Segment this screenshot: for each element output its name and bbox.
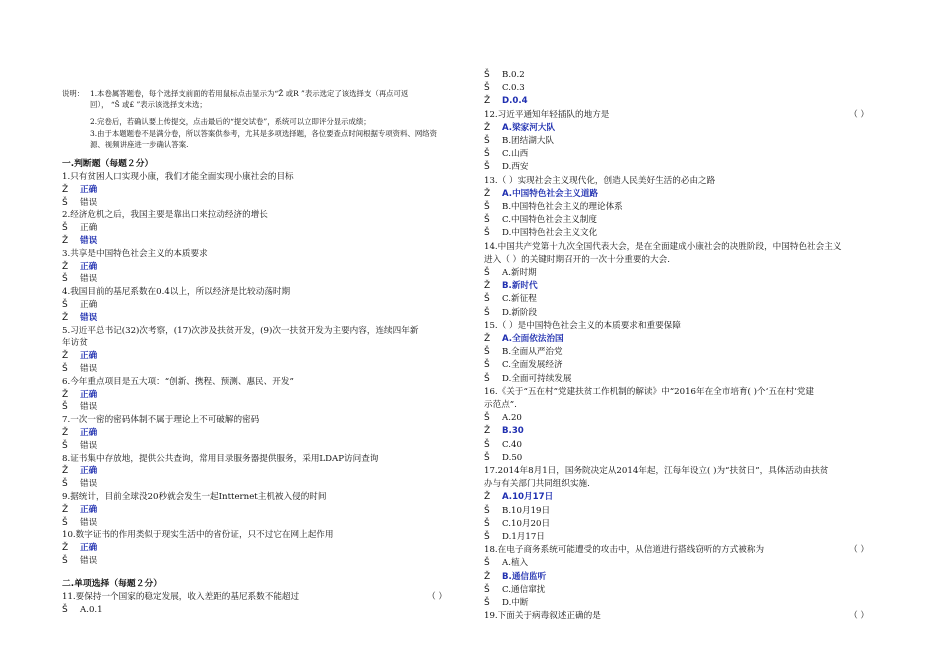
option-row[interactable] [484,280,538,293]
judge-question-5 [62,325,457,338]
option-label: 正确 [80,300,98,310]
question-text: 2.经济危机之后，我国主要是靠出口来拉动经济的增长 [62,210,268,221]
unselected-mark-icon[interactable]: Š [62,197,68,208]
answer-paren: （ ） [849,545,869,556]
option-row[interactable] [484,161,529,174]
option-row[interactable] [484,359,563,372]
question-text: 17.2014年8月1日，国务院决定从2014年起，江每年设立( )为“扶贫日”，具体活动由扶贫 [484,466,829,476]
unselected-mark-icon: Š [114,100,120,109]
option-label: A.0.1 [80,605,103,615]
unselected-mark-icon[interactable]: Š [484,360,490,371]
option-label: D.0.4 [502,96,528,107]
single-question-16-cont [484,399,517,412]
unselected-mark-icon[interactable]: Š [484,149,490,160]
option-row[interactable] [484,425,524,438]
unselected-mark-icon[interactable]: Š [62,440,68,451]
question-text: 办与有关部门共同组织实施. [484,479,590,490]
selected-mark-icon[interactable]: Ž [62,261,69,272]
option-label: 错误 [80,517,98,528]
selected-mark-icon[interactable]: Ž [484,122,491,133]
option-row[interactable] [62,235,97,248]
option-row[interactable] [484,412,522,425]
unselected-mark-icon[interactable]: Š [484,439,490,450]
option-label: 错误 [80,402,98,413]
selected-mark-icon[interactable]: Ž [62,389,69,400]
option-row[interactable] [484,491,553,504]
question-text: 1.只有贫困人口实现小康，我们才能全面实现小康社会的目标 [62,172,294,182]
unselected-mark-icon: £ [129,100,135,109]
option-row[interactable] [484,82,525,95]
option-row[interactable] [62,184,97,197]
option-row[interactable] [62,427,97,440]
unselected-mark-icon[interactable]: Š [484,307,490,318]
question-text: 16.《关于“五在村”党建扶贫工作机制的解读》中“2016年在全市培育( )个‘五在村’党建 [484,386,815,397]
question-19 [484,610,869,623]
question-text: 19.下面关于病毒叙述正确的是 [484,611,601,622]
question-text: 7.一次一密的密码体制不属于理论上不可破解的密码 [62,415,260,426]
option-row[interactable] [484,505,550,518]
option-row[interactable] [484,373,571,386]
option-row[interactable] [62,299,97,312]
selected-mark-icon[interactable]: Ž [62,504,69,515]
option-row[interactable] [62,222,97,235]
option-row[interactable] [484,518,550,531]
option-row[interactable] [484,122,555,135]
option-label: B.0.2 [502,70,525,80]
option-row[interactable] [62,542,97,555]
option-row[interactable] [484,307,537,320]
option-label: 正确 [80,466,98,477]
unselected-mark-icon[interactable]: Š [484,83,490,94]
selected-mark-icon[interactable]: Ž [62,428,69,438]
judge-question-1 [62,171,457,184]
option-row[interactable] [62,478,97,491]
unselected-mark-icon[interactable]: Š [484,162,490,173]
option-row[interactable] [484,293,537,306]
option-row[interactable] [484,557,528,570]
option-label: 正确 [80,389,98,400]
option-label: 正确 [80,543,98,554]
option-row[interactable] [484,214,597,227]
judge-question-2 [62,209,457,222]
judge-question-7 [62,414,457,427]
unselected-mark-icon[interactable]: Š [62,479,68,490]
option-label: C.10月20日 [502,518,551,529]
option-row[interactable] [484,584,545,597]
option-label: B.通信监听 [502,571,547,582]
option-label: A.梁家河大队 [502,122,556,133]
selected-mark-icon[interactable]: Ž [484,492,491,503]
answer-paren: （ ） [427,592,447,602]
option-label: 错误 [80,236,98,246]
single-question-12 [484,109,869,122]
option-label: 错误 [80,197,98,208]
option-label: C.新征程 [502,294,537,305]
judge-question-8 [62,453,457,466]
question-text: 15.（ ）是中国特色社会主义的本质要求和重要保障 [484,320,681,331]
selected-mark-icon: R [293,89,299,98]
selected-mark-icon[interactable]: Ž [62,312,69,323]
judge-question-3 [62,248,457,261]
unselected-mark-icon[interactable]: Š [484,413,490,424]
unselected-mark-icon[interactable]: Š [484,518,490,529]
option-row[interactable] [484,346,563,359]
option-row[interactable] [484,452,522,465]
single-question-17-cont [484,478,590,491]
option-label: 错误 [80,364,98,374]
option-label: C.通信窜扰 [502,584,546,595]
single-question-16 [484,386,869,399]
option-label: C.0.3 [502,83,525,94]
question-text: 3.共享是中国特色社会主义的本质要求 [62,248,208,259]
option-label: A.10月17日 [502,492,554,503]
option-label: B.全面从严治党 [502,347,563,358]
question-text: 8.证书集中存放地，提供公共查询，常用目录服务器提供服务，采用LDAP访问查询 [62,453,379,464]
unselected-mark-icon[interactable]: Š [484,584,490,595]
unselected-mark-icon[interactable]: Š [484,532,490,542]
option-label: C.山西 [502,149,529,160]
option-label: 正确 [80,504,98,515]
option-label: B.10月19日 [502,505,551,516]
selected-mark-icon[interactable]: Ž [62,184,69,195]
option-label: A.新时期 [502,268,537,278]
judge-question-5-cont [62,337,88,350]
selected-mark-icon[interactable]: Ž [62,466,69,477]
option-row[interactable] [484,597,529,610]
question-11 [62,591,457,604]
question-text: 11.要保持一个国家的稳定发展，收入差距的基尼系数不能超过 [62,592,300,602]
judge-question-10 [62,529,457,542]
option-label: C.全面发展经济 [502,360,563,371]
option-row[interactable] [62,350,97,363]
single-question-14 [484,241,869,254]
option-row[interactable] [62,363,97,376]
selected-mark-icon: Ž [278,89,284,98]
single-question-13 [484,175,869,188]
unselected-mark-icon[interactable]: Š [62,517,68,528]
option-row[interactable] [484,571,546,584]
judge-question-4 [62,286,457,299]
selected-mark-icon[interactable]: Ž [62,236,69,246]
option-label: 正确 [80,261,98,272]
unselected-mark-icon[interactable]: Š [62,556,68,566]
selected-mark-icon[interactable]: Ž [484,281,491,292]
instruction-1-cont: 回）， “Š 或£ ”表示该选择支未选； [90,100,207,109]
selected-mark-icon[interactable]: Ž [62,543,69,554]
selected-mark-icon[interactable]: Ž [484,571,491,582]
question-text: 进入（ ）的关键时期召开的一次十分重要的大会. [484,254,670,265]
option-row[interactable] [62,440,97,453]
option-row[interactable] [484,95,528,108]
option-label: 错误 [80,274,98,285]
section-title-single: 二.单项选择（每题２分） [62,579,163,589]
option-row[interactable] [484,227,597,240]
single-question-18 [484,544,869,557]
unselected-mark-icon[interactable]: Š [484,70,490,80]
option-label: B.团结湖大队 [502,136,555,146]
option-label: 正确 [80,184,98,195]
option-row[interactable] [62,555,97,568]
option-label: 正确 [80,351,98,362]
unselected-mark-icon[interactable]: Š [484,228,490,239]
answer-paren: （ ） [849,109,869,120]
option-label: A.全面依法治国 [502,334,564,344]
option-label: D.1月17日 [502,532,545,542]
unselected-mark-icon[interactable]: Š [484,373,490,384]
question-text: 18.在电子商务系统可能遭受的攻击中，从信道进行搭线窃听的方式被称为 [484,545,765,556]
unselected-mark-icon[interactable]: Š [484,347,490,358]
option-row[interactable] [484,148,528,161]
unselected-mark-icon[interactable]: Š [484,202,490,212]
option-row[interactable] [484,69,525,82]
option-label: A.20 [502,413,522,424]
selected-mark-icon[interactable]: Ž [484,188,491,199]
unselected-mark-icon[interactable]: Š [62,274,68,285]
unselected-mark-icon[interactable]: Š [484,136,490,146]
option-row[interactable] [484,201,623,214]
option-label: A.中国特色社会主义道路 [502,188,599,199]
option-row[interactable] [484,188,598,201]
unselected-mark-icon[interactable]: Š [484,294,490,305]
option-label: C.中国特色社会主义制度 [502,215,597,226]
judge-question-9 [62,491,457,504]
option-label: D.50 [502,452,523,463]
unselected-mark-icon[interactable]: Š [62,364,68,374]
option-label: B.30 [502,426,524,437]
unselected-mark-icon[interactable]: Š [484,452,490,463]
question-text: 示范点”. [484,400,517,410]
judge-question-6 [62,376,457,389]
option-row[interactable] [62,273,97,286]
option-row[interactable] [62,312,97,325]
question-text: 6.今年重点项目是五大项：“创新、携程、预测、惠民、开发” [62,376,294,387]
option-row[interactable] [484,267,537,280]
single-question-15 [484,320,869,333]
unselected-mark-icon[interactable]: Š [62,300,68,310]
option-row[interactable] [62,604,103,617]
option-label: 错误 [80,556,98,566]
option-row[interactable] [484,531,545,544]
option-row[interactable] [62,517,97,530]
unselected-mark-icon[interactable]: Š [62,605,68,615]
instruction-3-cont: 源、视频讲座进一步确认答案. [90,140,189,149]
option-label: 正确 [80,428,98,438]
option-row[interactable] [62,504,97,517]
unselected-mark-icon[interactable]: Š [484,505,490,516]
instruction-3: 3.由于本题题卷不是满分卷，所以答案供参考，尤其是多项选择题，各位要查点时间根据专项资料、网络资 [90,129,438,138]
selected-mark-icon[interactable]: Ž [484,96,491,107]
instruction-1: 1.本卷属答题卷，每个选择支前面的若用鼠标点击显示为“Ž 或R ”表示选定了该选择支（再点可返 [90,89,409,98]
single-question-14-cont [484,254,670,267]
option-label: B.中国特色社会主义的理论体系 [502,202,623,212]
question-text: 14.中国共产党第十九次全国代表大会，是在全面建成小康社会的决胜阶段，中国特色社会主义 [484,241,842,252]
option-label: 错误 [80,440,98,451]
option-row[interactable] [62,465,97,478]
unselected-mark-icon[interactable]: Š [484,598,490,608]
option-row[interactable] [62,197,97,210]
selected-mark-icon[interactable]: Ž [484,426,491,437]
option-label: D.中国特色社会主义文化 [502,228,598,239]
option-label: B.新时代 [502,281,538,292]
question-text: 13.（ ）实现社会主义现代化，创造人民美好生活的必由之路 [484,175,716,186]
selected-mark-icon[interactable]: Ž [62,351,69,362]
unselected-mark-icon[interactable]: Š [62,223,68,234]
question-text: 4.我国目前的基尼系数在0.4以上，所以经济是比较动荡时期 [62,287,291,298]
option-row[interactable] [484,439,522,452]
option-row[interactable] [484,135,554,148]
instructions-label: 说明： [62,89,85,98]
question-text: 年访贫 [62,338,88,349]
instruction-2: 2.完卷后，若确认要上传提交，点击最后的“提交试卷”，系统可以立即评分显示成绩； [90,117,371,126]
option-row[interactable] [62,389,97,402]
option-row[interactable] [62,261,97,274]
unselected-mark-icon[interactable]: Š [484,215,490,226]
option-label: 错误 [80,312,98,323]
option-label: D.中断 [502,598,529,608]
option-row[interactable] [484,333,564,346]
unselected-mark-icon[interactable]: Š [62,402,68,413]
option-label: D.新阶段 [502,307,538,318]
question-text: 9.据统计，目前全球没20秒就会发生一起Intternet主机被入侵的时间 [62,492,327,502]
option-row[interactable] [62,401,97,414]
unselected-mark-icon[interactable]: Š [484,558,490,569]
question-text: 12.习近平通知年轻插队的地方是 [484,109,610,120]
option-label: 错误 [80,479,98,490]
option-label: 正确 [80,223,98,234]
unselected-mark-icon[interactable]: Š [484,268,490,278]
single-question-17 [484,465,869,478]
option-label: A.植入 [502,558,529,569]
answer-paren: （ ） [849,611,869,622]
selected-mark-icon[interactable]: Ž [484,334,491,344]
question-text: 10.数字证书的作用类似于现实生活中的省份证，只不过它在网上起作用 [62,530,334,541]
section-title-judge: 一.判断题（每题２分） [62,159,154,169]
question-text: 5.习近平总书记(32)次考察，(17)次涉及扶贫开发，(9)次一扶贫开发为主要内容，连续四年新 [62,325,419,336]
option-label: C.40 [502,439,522,450]
option-label: D.全面可持续发展 [502,373,572,384]
option-label: D.西安 [502,162,529,173]
